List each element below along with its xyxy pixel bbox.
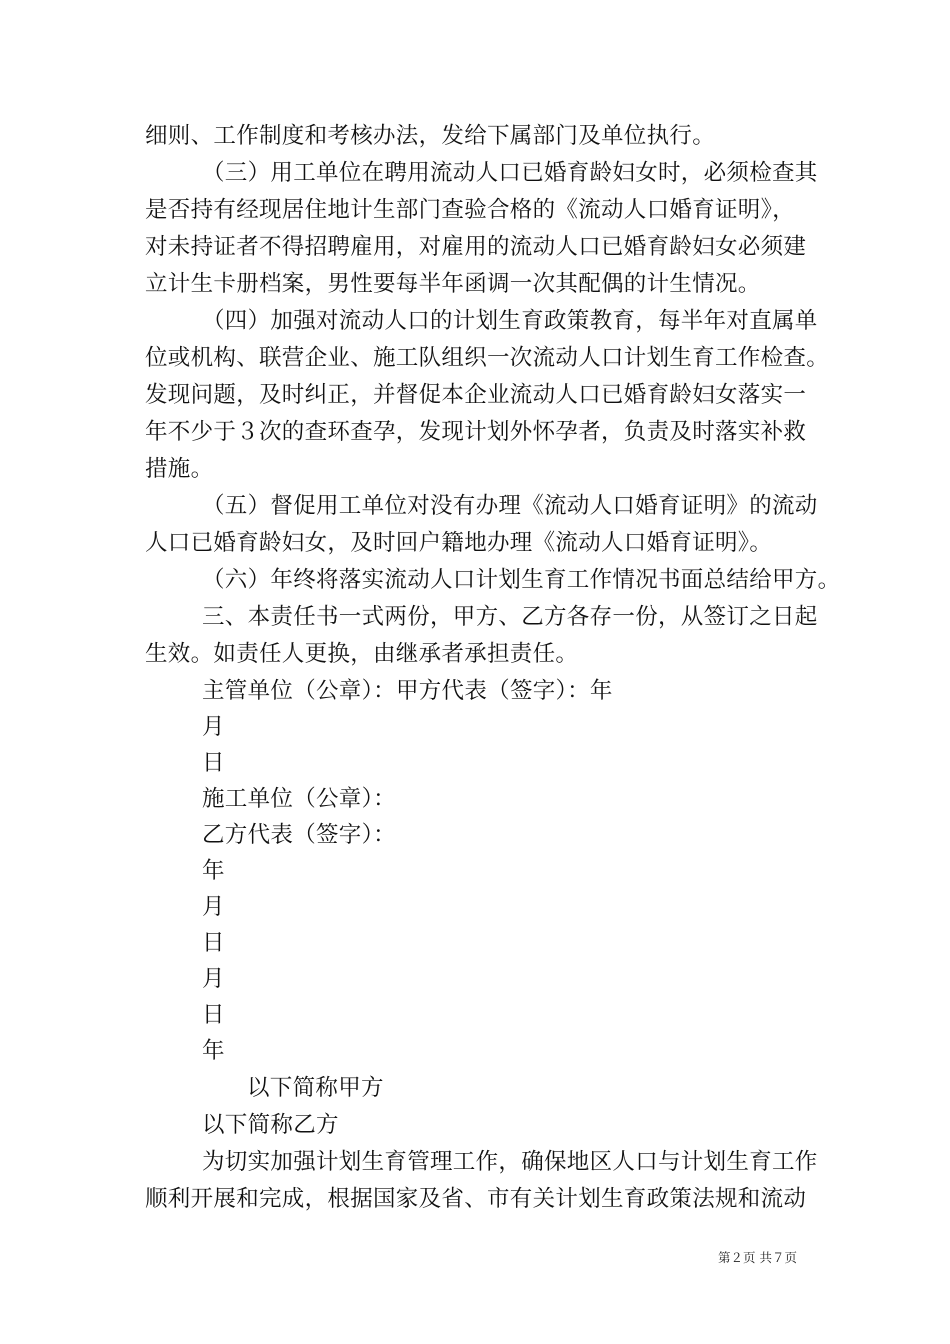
text-line: 以下简称乙方 bbox=[202, 1112, 339, 1138]
text-line: 发现问题，及时纠正，并督促本企业流动人口已婚育龄妇女落实一 bbox=[145, 382, 807, 408]
date-line: 年 bbox=[202, 858, 225, 884]
text-line: 是否持有经现居住地计生部门查验合格的《流动人口婚育证明》， bbox=[145, 197, 795, 223]
text-line: （五）督促用工单位对没有办理《流动人口婚育证明》的流动 bbox=[202, 493, 818, 519]
text-line: 三、本责任书一式两份，甲方、乙方各存一份，从签订之日起 bbox=[202, 604, 818, 630]
date-line: 月 bbox=[202, 714, 225, 740]
signature-line: 主管单位（公章）：甲方代表（签字）：年 bbox=[202, 678, 613, 704]
signature-line: 乙方代表（签字）： bbox=[202, 822, 396, 848]
text-line: （四）加强对流动人口的计划生育政策教育，每半年对直属单 bbox=[202, 308, 818, 334]
date-line: 月 bbox=[202, 966, 225, 992]
date-line: 日 bbox=[202, 1002, 225, 1028]
date-line: 日 bbox=[202, 750, 225, 776]
date-line: 日 bbox=[202, 930, 225, 956]
text-line: 年不少于３次的查环查孕，发现计划外怀孕者，负责及时落实补救 bbox=[145, 419, 807, 445]
text-line: 为切实加强计划生育管理工作，确保地区人口与计划生育工作 bbox=[202, 1149, 818, 1175]
text-line: 对未持证者不得招聘雇用，对雇用的流动人口已婚育龄妇女必须建 bbox=[145, 234, 807, 260]
date-line: 月 bbox=[202, 894, 225, 920]
text-line: 立计生卡册档案，男性要每半年函调一次其配偶的计生情况。 bbox=[145, 271, 761, 297]
text-line: （三）用工单位在聘用流动人口已婚育龄妇女时，必须检查其 bbox=[202, 160, 818, 186]
text-line: 生效。如责任人更换，由继承者承担责任。 bbox=[145, 641, 579, 667]
text-line: 以下简称甲方 bbox=[247, 1075, 384, 1101]
text-line: 顺利开展和完成，根据国家及省、市有关计划生育政策法规和流动 bbox=[145, 1186, 807, 1212]
text-line: 人口已婚育龄妇女，及时回户籍地办理《流动人口婚育证明》。 bbox=[145, 530, 773, 556]
date-line: 年 bbox=[202, 1038, 225, 1064]
text-line: 位或机构、联营企业、施工队组织一次流动人口计划生育工作检查。 bbox=[145, 345, 830, 371]
text-line: 细则、工作制度和考核办法，发给下属部门及单位执行。 bbox=[145, 123, 716, 149]
signature-line: 施工单位（公章）： bbox=[202, 786, 396, 812]
text-line: 措施。 bbox=[145, 456, 214, 482]
text-line: （六）年终将落实流动人口计划生育工作情况书面总结给甲方。 bbox=[202, 567, 841, 593]
page-number: 第２页 共７页 bbox=[718, 1250, 797, 1265]
